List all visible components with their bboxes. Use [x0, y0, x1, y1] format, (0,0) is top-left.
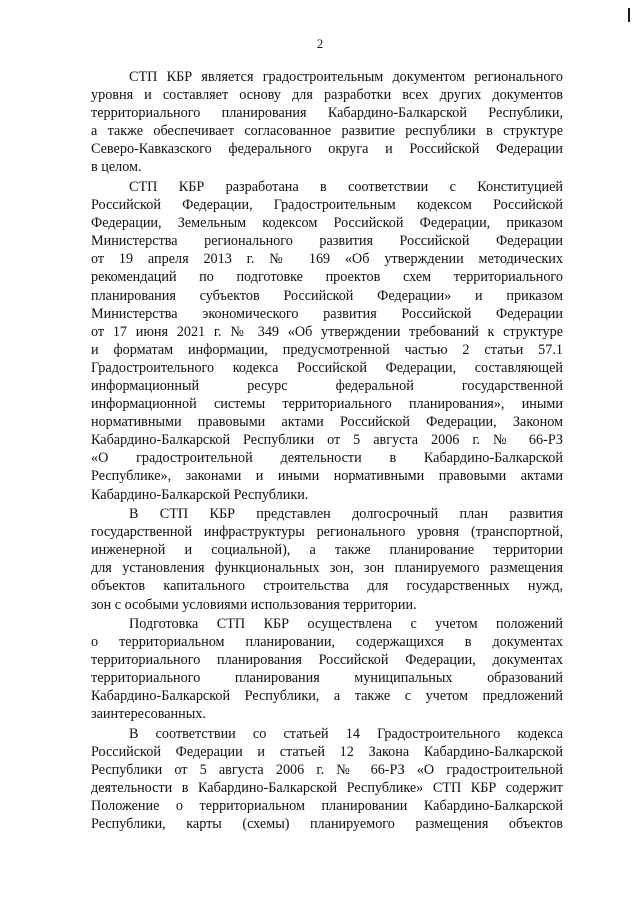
text-line: Министерства регионального развития Российской Федерации — [91, 233, 563, 250]
text-line: территориального планирования муниципальных образований — [91, 670, 563, 687]
text-line: Министерства экономического развития Российской Федерации — [91, 305, 563, 322]
paragraph — [91, 178, 563, 504]
paragraph — [91, 725, 563, 834]
text-line: Российской Федерации, Градостроительным кодексом Российской — [91, 197, 563, 214]
text-line: о территориальном планировании, содержащихся в документах — [91, 634, 563, 651]
text-line: рекомендаций по подготовке проектов схем территориального — [91, 269, 563, 286]
text-line: заинтересованных. — [91, 706, 206, 723]
text-line: Кабардино-Балкарской Республики. — [91, 486, 309, 503]
text-line: СТП КБР разработана в соответствии с Конституцией — [129, 178, 563, 195]
paragraph — [91, 68, 563, 177]
text-line: Республики, карты (схемы) планируемого размещения объектов — [91, 816, 563, 833]
text-line: «О градостроительной деятельности в Кабардино-Балкарской — [91, 450, 563, 467]
text-line: Кабардино-Балкарской Республики от 5 августа 2006 г. № 66-РЗ — [91, 432, 563, 449]
text-line: государственной инфраструктуры регионального уровня (транспортной, — [91, 524, 563, 541]
text-line: Республике», законами и иными нормативными правовыми актами — [91, 468, 563, 485]
text-line: планирования субъектов Российской Федерации» и приказом — [91, 287, 563, 304]
text-line: Положение о территориальном планировании Кабардино-Балкарской — [91, 798, 563, 815]
text-line: и форматам информации, предусмотренной частью 2 статьи 57.1 — [91, 341, 563, 358]
text-line: от 17 июня 2021 г. № 349 «Об утверждении требований к структуре — [91, 323, 563, 340]
text-line: территориального планирования Российской Федерации, документах — [91, 652, 563, 669]
text-line: в целом. — [91, 159, 142, 176]
paragraph — [91, 615, 563, 724]
paragraph — [91, 505, 563, 614]
text-line: нормативными правовыми актами Российской Федерации, Законом — [91, 414, 563, 431]
text-line: Кабардино-Балкарской Республики, а также с учетом предложений — [91, 688, 563, 705]
text-line: В соответствии со статьей 14 Градостроительного кодекса — [129, 725, 563, 742]
text-line: Республики от 5 августа 2006 г. № 66-РЗ «О градостроительной — [91, 762, 563, 779]
text-line: Федерации, Земельным кодексом Российской Федерации, приказом — [91, 215, 563, 232]
text-line: Российской Федерации и статьей 12 Закона Кабардино-Балкарской — [91, 744, 563, 761]
text-line: а также обеспечивает согласованное развитие республики в структуре — [91, 123, 563, 140]
text-line: территориального планирования Кабардино-Балкарской Республики, — [91, 105, 563, 122]
text-line: от 19 апреля 2013 г. № 169 «Об утверждении методических — [91, 251, 563, 268]
text-line: Градостроительного кодекса Российской Федерации, составляющей — [91, 359, 563, 376]
scan-mark — [628, 8, 630, 22]
text-line: Северо-Кавказского федерального округа и Российской Федерации — [91, 141, 563, 158]
document-body — [91, 68, 563, 835]
text-line: СТП КБР является градостроительным документом регионального — [129, 69, 563, 85]
text-line: для установления функциональных зон, зон планируемого размещения — [91, 560, 563, 577]
text-line: инженерной и социальной), а также планирование территории — [91, 542, 563, 559]
text-line: информационной системы территориального планирования», иными — [91, 396, 563, 413]
text-line: Подготовка СТП КБР осуществлена с учетом положений — [129, 615, 563, 632]
text-line: В СТП КБР представлен долгосрочный план развития — [129, 506, 563, 523]
page-number: 2 — [316, 36, 324, 51]
text-line: уровня и составляет основу для разработки всех других документов — [91, 87, 563, 104]
text-line: информационный ресурс федеральной государственной — [91, 377, 563, 394]
text-line: зон с особыми условиями использования территории. — [91, 596, 417, 613]
text-line: деятельности в Кабардино-Балкарской Республике» СТП КБР содержит — [91, 780, 563, 797]
text-line: объектов капитального строительства для государственных нужд, — [91, 578, 563, 595]
